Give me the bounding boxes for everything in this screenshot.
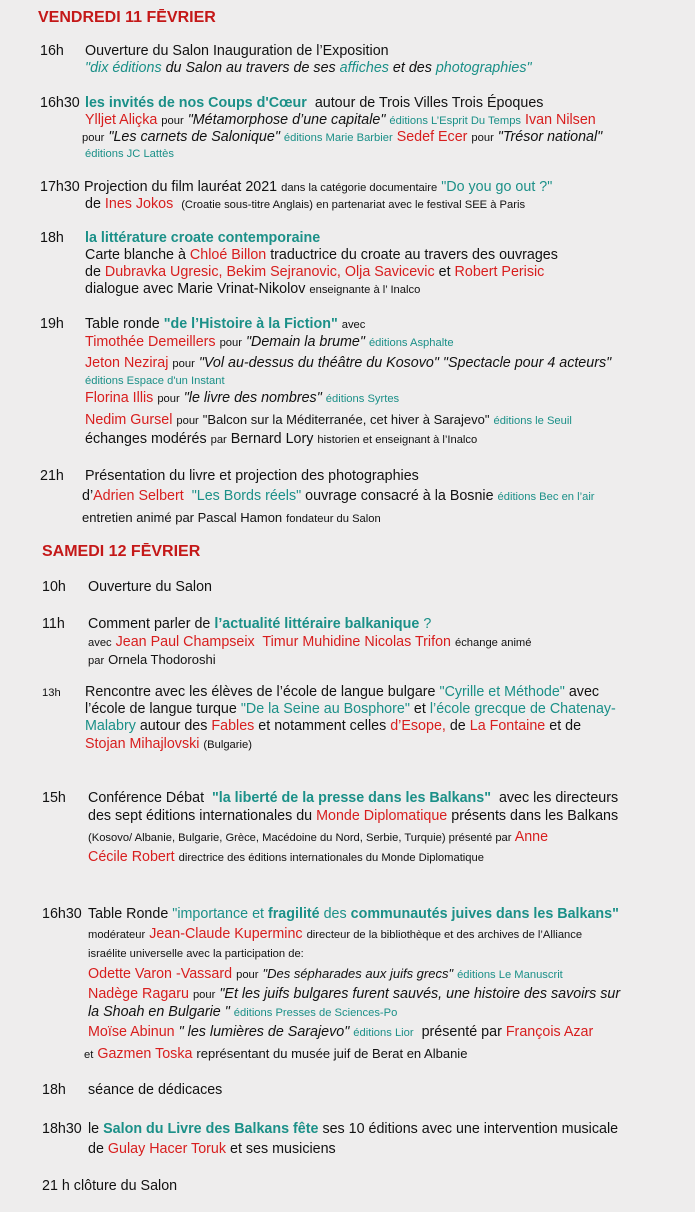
event-line: Malabry autour des Fables et notamment celles d’Esope, de La Fontaine et de (85, 718, 582, 734)
event-line: Rencontre avec les élèves de l’école de langue bulgare "Cyrille et Méthode" avec (85, 684, 600, 700)
event-line: Timothée Demeillers pour "Demain la brume" éditions Asphalte (85, 334, 454, 350)
event-time: 16h30 (42, 906, 82, 922)
event-line: la Shoah en Bulgarie " éditions Presses de Sciences-Po (88, 1004, 398, 1020)
event-line: entretien animé par Pascal Hamon fondateur du Salon (82, 510, 381, 525)
event-line: pour "Les carnets de Salonique" éditions Marie Barbier Sedef Ecer pour "Trésor national" (82, 129, 603, 145)
event-time: 21h (40, 468, 64, 484)
event-line-closing: 21 h clôture du Salon (42, 1178, 178, 1194)
event-line: la littérature croate contemporaine (85, 230, 321, 246)
event-line: Florina Illis pour "le livre des nombres" éditions Syrtes (85, 390, 400, 406)
event-line: Cécile Robert directrice des éditions internationales du Monde Diplomatique (88, 849, 484, 865)
event-time: 19h (40, 316, 64, 332)
event-line: les invités de nos Coups d'Cœur autour de Trois Villes Trois Époques (85, 95, 544, 111)
event-time: 18h30 (42, 1121, 82, 1137)
event-time: 11h (42, 616, 65, 632)
event-time: 16h30 (40, 95, 80, 111)
event-line: et Gazmen Toska représentant du musée juif de Berat en Albanie (84, 1046, 468, 1062)
event-line: Odette Varon -Vassard pour "Des sépharades aux juifs grecs" éditions Le Manuscrit (88, 966, 563, 982)
event-line: Table Ronde "importance et fragilité des communautés juives dans les Balkans" (88, 906, 619, 922)
event-line: de Dubravka Ugresic, Bekim Sejranovic, Olja Savicevic et Robert Perisic (85, 264, 545, 280)
event-time: 17h30 (40, 179, 80, 195)
event-line: Nadège Ragaru pour "Et les juifs bulgares furent sauvés, une histoire des savoirs sur (88, 986, 621, 1002)
event-line: avec Jean Paul Champseix Timur Muhidine Nicolas Trifon échange animé (88, 634, 532, 650)
event-line: de Gulay Hacer Toruk et ses musiciens (88, 1141, 336, 1157)
event-line: Jeton Neziraj pour "Vol au-dessus du théâtre du Kosovo" "Spectacle pour 4 acteurs" (85, 355, 612, 371)
event-line: l’école de langue turque "De la Seine au Bosphore" et l’école grecque de Chatenay- (85, 701, 616, 717)
event-line: Ylljet Aliçka pour "Métamorphose d’une capitale" éditions L’Esprit Du Temps Ivan Nilsen (85, 112, 596, 128)
event-line: le Salon du Livre des Balkans fête ses 10 éditions avec une intervention musicale (88, 1121, 619, 1137)
event-line: de Ines Jokos (Croatie sous-titre Anglais) en partenariat avec le festival SEE à Paris (85, 196, 526, 212)
event-line: modérateur Jean-Claude Kuperminc directeur de la bibliothèque et des archives de l’Alliance (88, 926, 583, 942)
event-time: 15h (42, 790, 66, 806)
event-line: échanges modérés par Bernard Lory historien et enseignant à l’Inalco (85, 431, 478, 447)
event-line: Ouverture du Salon Inauguration de l’Exposition (85, 43, 389, 59)
event-line: "dix éditions du Salon au travers de ses affiches et des photographies" (85, 60, 532, 76)
event-line: Projection du film lauréat 2021 dans la catégorie documentaire "Do you go out ?" (84, 179, 553, 195)
event-line: éditions Espace d'un Instant (85, 375, 225, 387)
day-heading-friday: VENDREDI 11 FĒVRIER (38, 9, 216, 26)
day-heading-saturday: SAMEDI 12 FĒVRIER (42, 543, 201, 560)
event-time: 16h (40, 43, 64, 59)
event-line: Comment parler de l’actualité littéraire balkanique ? (88, 616, 432, 632)
event-line: Ouverture du Salon (88, 579, 212, 595)
event-line: Conférence Débat "la liberté de la presse dans les Balkans" avec les directeurs (88, 790, 619, 806)
event-line: des sept éditions internationales du Monde Diplomatique présents dans les Balkans (88, 808, 619, 824)
event-time: 13h (42, 687, 61, 699)
event-time: 18h (42, 1082, 66, 1098)
event-time: 10h (42, 579, 66, 595)
event-line: éditions JC Lattès (85, 148, 174, 160)
event-line: Présentation du livre et projection des photographies (85, 468, 419, 484)
event-line: (Kosovo/ Albanie, Bulgarie, Grèce, Macédoine du Nord, Serbie, Turquie) présenté par Anne (88, 829, 549, 845)
event-line: d’Adrien Selbert "Les Bords réels" ouvrage consacré à la Bosnie éditions Bec en l’air (82, 488, 595, 504)
event-line: Nedim Gursel pour "Balcon sur la Méditerranée, cet hiver à Sarajevo" éditions le Seuil (85, 412, 572, 428)
event-line: Carte blanche à Chloé Billon traductrice du croate au travers des ouvrages (85, 247, 558, 263)
event-line: par Ornela Thodoroshi (88, 652, 216, 667)
event-line: dialogue avec Marie Vrinat-Nikolov enseignante à l’ Inalco (85, 281, 421, 297)
event-line: séance de dédicaces (88, 1082, 223, 1098)
event-line: Stojan Mihajlovski (Bulgarie) (85, 736, 252, 752)
event-time: 18h (40, 230, 64, 246)
event-line: Table ronde "de l’Histoire à la Fiction" avec (85, 316, 366, 332)
event-line: israélite universelle avec la participation de: (88, 948, 304, 960)
event-line: Moïse Abinun " les lumières de Sarajevo" éditions Lior présenté par François Azar (88, 1024, 594, 1040)
